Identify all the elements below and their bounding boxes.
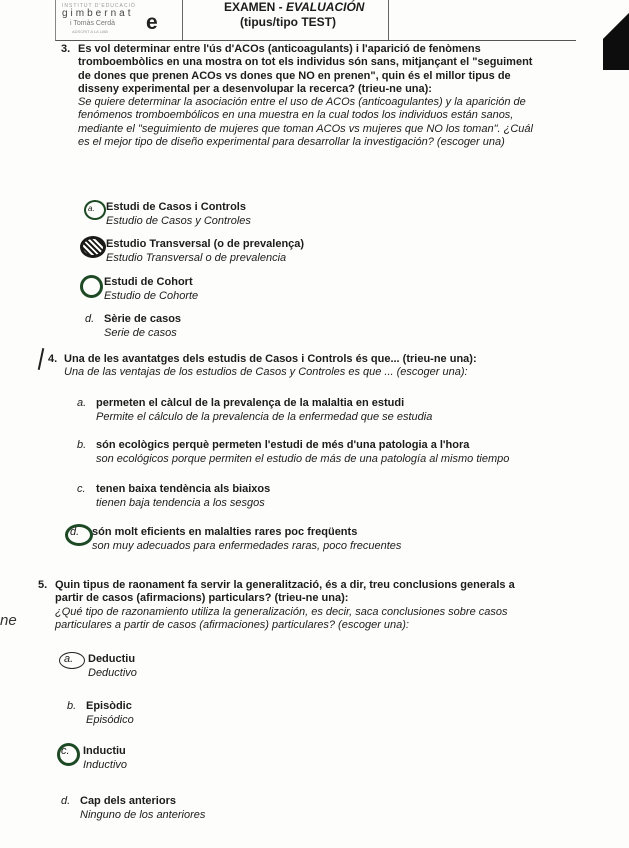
option-text-ca: Deductiu	[88, 653, 136, 665]
logo-name: gimbernat	[62, 8, 134, 19]
logo-caption: INSTITUT D'EDUCACIÓ	[62, 3, 136, 9]
header-divider	[182, 0, 183, 40]
question-text-es: ¿Qué tipo de razonamiento utiliza la generalización, es decir, saca conclusiones sobre casos particulares a partir de casos (afirmaciones) particulares? (escoger una):	[55, 605, 508, 631]
option-text-ca: Cap dels anteriors	[80, 795, 176, 807]
exam-title: EXAMEN - EVALUACIÓN	[224, 0, 365, 14]
handwritten-margin-note: ne	[0, 612, 17, 629]
q5-option-c[interactable]	[61, 744, 128, 772]
option-text-es: Inductivo	[83, 759, 128, 771]
option-letter: a.	[88, 204, 95, 213]
option-text-ca: Estudi de Casos i Controls	[106, 201, 246, 213]
scratch-out-mark	[80, 236, 106, 258]
option-text-es: son muy adecuados para enfermedades raras, poco frecuentes	[92, 540, 402, 552]
q4-option-c[interactable]	[77, 482, 271, 510]
option-letter: d.	[70, 526, 80, 538]
option-text-es: Estudio de Cohorte	[104, 290, 199, 302]
option-letter: b.	[77, 439, 87, 451]
question-text-ca: Es vol determinar entre l'ús d'ACOs (anticoagulants) i l'aparició de fenòmens tromboembòlics en una mostra on tot els individus són sans, mitjançant el "seguiment de dones que prenen ACOs vs dones que NO en prenen", quin és el millor tipus de disseny experimental per a desenvolupar la recerca? (trieu-ne una):	[78, 43, 533, 95]
q5-option-d[interactable]	[61, 794, 206, 822]
header-divider	[388, 0, 389, 40]
logo-fineprint: ADSCRIT A LA UAB	[72, 29, 108, 34]
q3-option-a[interactable]	[88, 200, 251, 228]
question-text-es: Una de las ventajas de los estudios de Casos y Controles es que ... (escoger una):	[64, 366, 468, 379]
option-text-es: Ninguno de los anteriores	[80, 809, 206, 821]
scan-edge-shadow	[603, 0, 629, 70]
q3-option-d[interactable]	[85, 312, 182, 340]
option-text-es: Estudio de Casos y Controles	[106, 215, 251, 227]
option-text-es: Deductivo	[88, 667, 137, 679]
question-text-ca: Quin tipus de raonament fa servir la generalització, és a dir, treu conclusions generals a partir de casos (afirmacions) particulars? (trieu-ne una):	[55, 579, 515, 605]
q4-option-a[interactable]	[77, 396, 433, 424]
option-text-es: Serie de casos	[104, 327, 177, 339]
question-number: 4.	[48, 353, 58, 365]
question-number: 5.	[38, 579, 48, 591]
option-text-es: Permite el cálculo de la prevalencia de la enfermedad que se estudia	[96, 411, 433, 423]
q5-option-b[interactable]	[67, 699, 134, 727]
q4-option-b[interactable]	[77, 438, 510, 466]
option-letter: c.	[77, 483, 86, 495]
option-text-ca: són ecològics perquè permeten l'estudi de més d'una patologia a l'hora	[96, 439, 470, 451]
option-text-ca: permeten el càlcul de la prevalença de la malaltia en estudi	[96, 397, 405, 409]
question-text-es: Se quiere determinar la asociación entre el uso de ACOs (anticoagulantes) y la aparición de fenómenos tromboembólicos en una muestra en la cual todos los individuos están sanos, mediante el "seguimiento de mujeres que toman ACOs vs mujeres que NO los toman". ¿Cuál es el mejor tipo de diseño experimental para desarrollar la investigación? (escoger una)	[78, 96, 533, 149]
q3-option-c[interactable]	[104, 275, 198, 303]
logo-letter: e	[146, 11, 158, 34]
selected-answer-circle	[80, 275, 103, 298]
question-text-ca: Una de les avantatges dels estudis de Casos i Controls és que... (trieu-ne una):	[64, 353, 477, 365]
margin-pen-mark	[38, 348, 45, 370]
option-letter: b.	[67, 700, 77, 712]
option-text-es: Episódico	[86, 714, 134, 726]
logo-subtitle: i Tomàs Cerdà	[70, 20, 116, 27]
option-letter: d.	[85, 313, 95, 325]
option-text-es: Estudio Transversal o de prevalencia	[106, 252, 287, 264]
q3-option-b[interactable]	[106, 237, 304, 265]
option-text-ca: Estudi de Cohort	[104, 276, 193, 288]
option-text-es: tienen baja tendencia a los sesgos	[96, 497, 265, 509]
option-letter: a.	[77, 397, 87, 409]
option-text-ca: tenen baixa tendència als biaixos	[96, 483, 271, 495]
question-5	[38, 579, 545, 632]
exam-subtitle: (tipus/tipo TEST)	[240, 15, 336, 29]
option-text-ca: són molt eficients en malalties rares poc freqüents	[92, 526, 358, 538]
option-text-ca: Estudio Transversal (o de prevalença)	[106, 238, 305, 250]
question-number: 3.	[61, 43, 71, 55]
option-text-ca: Sèrie de casos	[104, 313, 182, 325]
institution-logo	[58, 2, 174, 36]
option-text-ca: Episòdic	[86, 700, 132, 712]
q4-option-d[interactable]	[70, 525, 402, 553]
question-3	[61, 43, 533, 149]
option-letter: d.	[61, 795, 71, 807]
option-letter: c.	[61, 745, 70, 757]
question-4	[48, 353, 544, 380]
q5-option-a[interactable]	[64, 652, 137, 680]
option-text-es: son ecológicos porque permiten el estudio de más de una patología al mismo tiempo	[96, 453, 510, 465]
option-text-ca: Inductiu	[83, 745, 126, 757]
option-letter: a.	[64, 653, 74, 665]
